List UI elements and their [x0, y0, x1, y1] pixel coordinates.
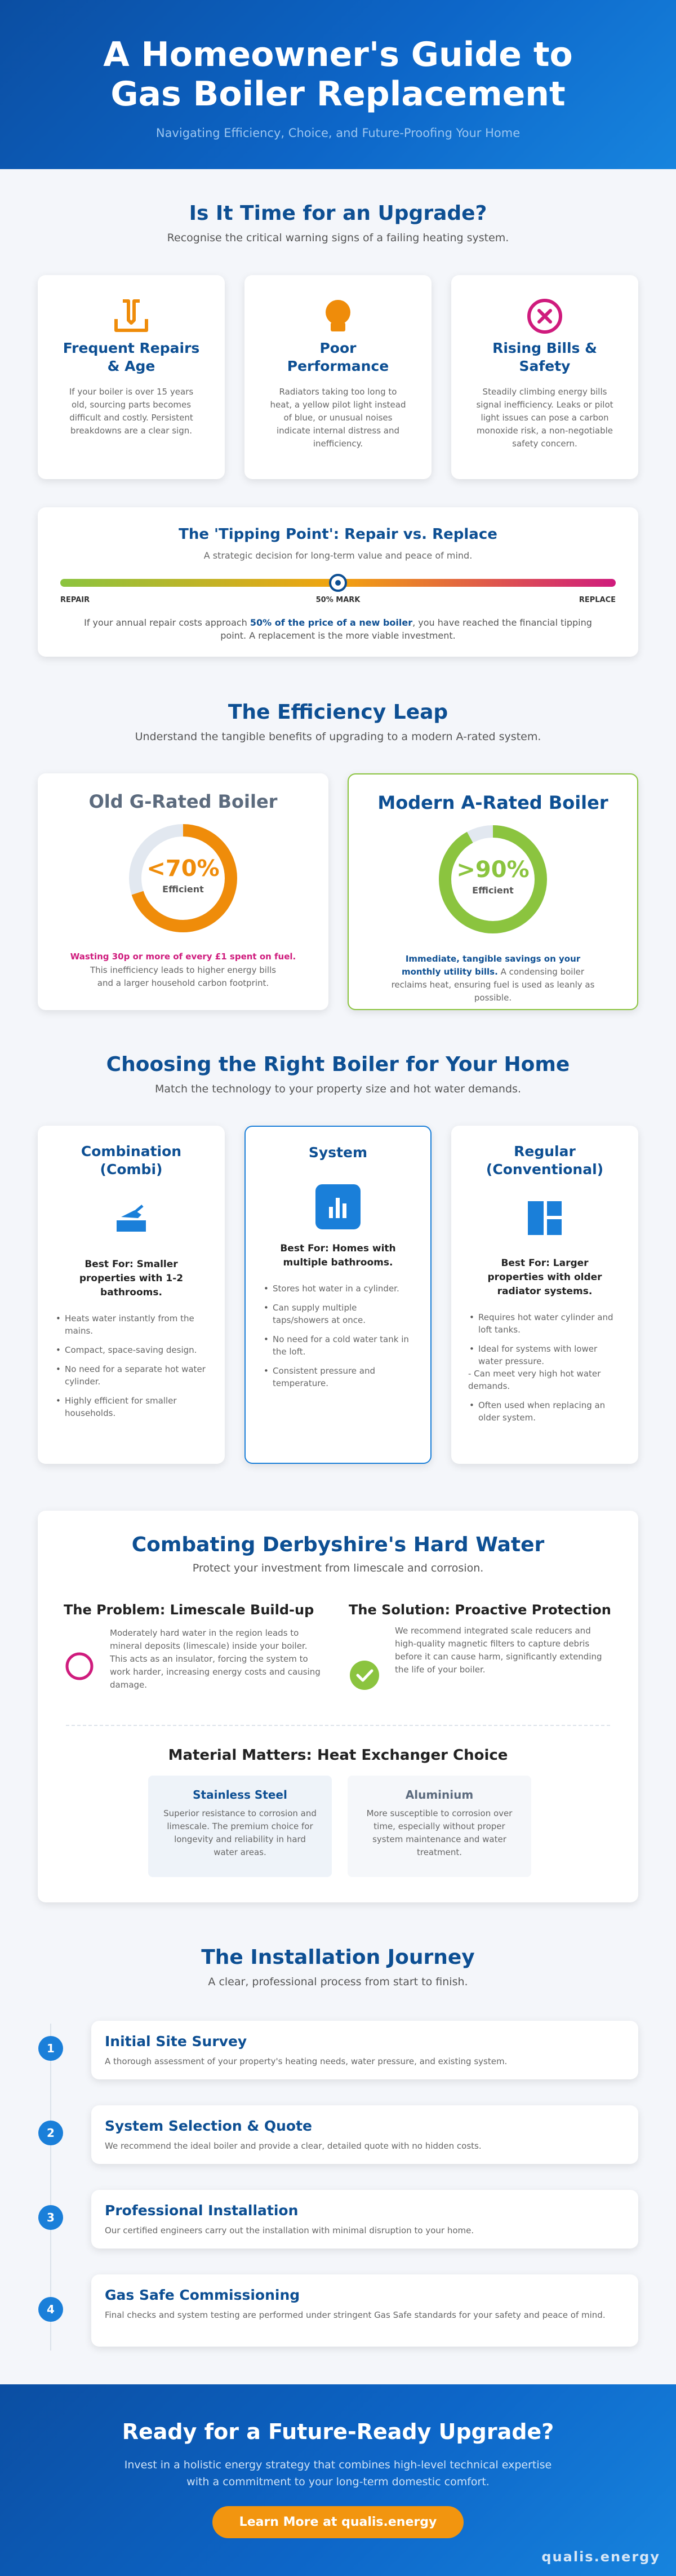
flame-icon [267, 296, 409, 339]
new-boiler-text: Immediate, tangible savings on your monthly utility bills. A condensing boiler reclaims heat, ensuring fuel is used as leanly as possible. [391, 954, 595, 1003]
boiler-best-for: Best For: Homes with multiple bathrooms. [280, 1243, 396, 1268]
footer-cta [0, 2384, 676, 2576]
tipping-mid-label: 50% MARK [315, 596, 361, 604]
boiler-card-system [244, 1126, 432, 1464]
new-efficiency-value: >90% [456, 857, 530, 883]
choose-section-header [0, 1053, 676, 1095]
step-number: 1 [38, 2036, 63, 2061]
card-text: Steadily climbing energy bills signal inefficiency. Leaks or pilot light issues can pose a carbon monoxide risk, a non-negotiable safety concern. [476, 387, 613, 449]
choose-subtitle: Match the technology to your property size and hot water demands. [155, 1083, 521, 1095]
new-efficiency-caption: Efficient [472, 885, 514, 896]
upgrade-subtitle: Recognise the critical warning signs of a failing heating system. [167, 232, 509, 244]
efficiency-subtitle: Understand the tangible benefits of upgrading to a modern A-rated system. [135, 731, 541, 743]
step-text: We recommend the ideal boiler and provide a clear, detailed quote with no hidden costs. [105, 2141, 482, 2151]
boiler-type-title: Regular (Conventional) [486, 1143, 604, 1178]
problem-text: Moderately hard water in the region leads to mineral deposits (limescale) inside your boiler. This acts as an insulator, forcing the system to work harder, increasing energy costs and causing damage. [110, 1628, 321, 1690]
tipping-gradient-bar [60, 579, 616, 587]
material-title: Material Matters: Heat Exchanger Choice [168, 1747, 508, 1764]
aluminium-box [348, 1776, 531, 1877]
alert-circle-icon [64, 1650, 95, 1684]
hardwater-title: Combating Derbyshire's Hard Water [131, 1533, 545, 1556]
steel-title: Stainless Steel [193, 1788, 287, 1802]
card-title: Poor Performance [287, 340, 389, 374]
old-boiler-card [38, 773, 328, 1010]
tipping-title: The 'Tipping Point': Repair vs. Replace [179, 526, 497, 543]
page-title: A Homeowner's Guide to Gas Boiler Replacement [103, 35, 573, 114]
footer-title: Ready for a Future-Ready Upgrade? [122, 2419, 554, 2444]
efficiency-title: The Efficiency Leap [228, 701, 448, 724]
step-text: Our certified engineers carry out the installation with minimal disruption to your home. [105, 2225, 474, 2236]
step-text: A thorough assessment of your property's heating needs, water pressure, and existing system. [105, 2056, 508, 2066]
learn-more-button[interactable]: Learn More at qualis.energy [212, 2506, 464, 2538]
solution-text: We recommend integrated scale reducers and high-quality magnetic filters to capture debris before it can cause harm, significantly extending the life of your boiler. [395, 1626, 602, 1675]
tipping-replace-label: REPLACE [579, 596, 616, 604]
boiler-best-for: Best For: Smaller properties with 1-2 bathrooms. [79, 1259, 184, 1298]
tipping-repair-label: REPAIR [60, 596, 90, 604]
stainless-steel-box [148, 1776, 332, 1877]
alu-title: Aluminium [405, 1788, 474, 1802]
solution-block [349, 1601, 619, 1676]
warning-card-repairs [38, 275, 225, 479]
tipping-note: If your annual repair costs approach 50% of the price of a new boiler, you have reached the financial tipping point. A replacement is the more viable investment. [84, 617, 592, 641]
step-card [91, 2190, 638, 2249]
boiler-feature-list [263, 1282, 413, 1389]
step-title: System Selection & Quote [105, 2118, 312, 2134]
list-item: • Compact, space-saving design. [55, 1344, 208, 1356]
card-text: If your boiler is over 15 years old, sourcing parts becomes difficult and costly. Persistent breakdowns are a clear sign. [69, 387, 194, 436]
boiler-type-title: Combination (Combi) [81, 1143, 182, 1178]
old-boiler-title: Old G-Rated Boiler [88, 791, 278, 812]
choose-title: Choosing the Right Boiler for Your Home [106, 1053, 570, 1076]
wrench-icon [60, 296, 202, 339]
list-item: • Highly efficient for smaller households. [55, 1395, 208, 1419]
upgrade-title: Is It Time for an Upgrade? [189, 202, 487, 225]
list-item: • Often used when replacing an older system. [468, 1399, 621, 1424]
brand-logo: qualis.energy [541, 2549, 660, 2565]
boiler-feature-list [55, 1312, 208, 1419]
list-item: • Heats water instantly from the mains. [55, 1312, 208, 1337]
hardwater-subtitle: Protect your investment from limescale and corrosion. [192, 1562, 484, 1574]
bar-chart-icon [315, 1184, 361, 1229]
page-subtitle: Navigating Efficiency, Choice, and Future-Proofing Your Home [155, 126, 521, 140]
step-number: 4 [38, 2297, 63, 2322]
check-icon [349, 1659, 380, 1693]
boiler-card-combi [38, 1126, 225, 1464]
warning-icon [474, 296, 616, 339]
card-title: Frequent Repairs & Age [63, 340, 200, 374]
step-card [91, 2274, 638, 2347]
old-efficiency-value: <70% [146, 856, 220, 882]
journey-subtitle: A clear, professional process from start to finish. [208, 1976, 468, 1988]
new-boiler-card [348, 773, 638, 1010]
tipping-point-card [38, 507, 638, 657]
step-title: Initial Site Survey [105, 2033, 247, 2050]
step-number: 2 [38, 2121, 63, 2145]
list-item: • Requires hot water cylinder and loft tanks. [468, 1311, 621, 1336]
card-text: Radiators taking too long to heat, a yellow pilot light instead of blue, or unusual noises indicate internal distress and inefficiency. [270, 387, 406, 449]
footer-text: Invest in a holistic energy strategy that combines high-level technical expertise with a commitment to your long-term domestic comfort. [124, 2459, 552, 2488]
list-item: • Ideal for systems with lower water pressure. [468, 1343, 621, 1367]
step-title: Professional Installation [105, 2202, 299, 2219]
alu-text: More susceptible to corrosion over time, especially without proper system maintenance and water treatment. [366, 1808, 513, 1857]
old-efficiency-caption: Efficient [162, 884, 204, 895]
hard-water-card [38, 1511, 638, 1902]
tipping-marker [329, 574, 347, 592]
warning-card-bills [451, 275, 638, 479]
boiler-feature-list [468, 1311, 621, 1367]
boiler-type-title: System [308, 1144, 368, 1161]
step-text: Final checks and system testing are performed under stringent Gas Safe standards for your safety and peace of mind. [105, 2310, 606, 2320]
solution-title: The Solution: Proactive Protection [349, 1602, 611, 1618]
list-item: • Stores hot water in a cylinder. [263, 1282, 413, 1295]
step-title: Gas Safe Commissioning [105, 2287, 300, 2303]
tap-icon [55, 1201, 208, 1237]
list-item: • No need for a cold water tank in the loft. [263, 1333, 413, 1358]
journey-section-header [0, 1946, 676, 1988]
divider [66, 1725, 610, 1726]
boiler-feature-list [468, 1399, 621, 1424]
efficiency-section-header [0, 701, 676, 743]
boiler-best-for: Best For: Larger properties with older radiator systems. [487, 1258, 602, 1297]
new-efficiency-donut [437, 823, 549, 936]
problem-title: The Problem: Limescale Build-up [64, 1602, 314, 1618]
journey-title: The Installation Journey [201, 1946, 475, 1969]
boiler-card-regular [451, 1126, 638, 1464]
old-efficiency-donut [127, 822, 239, 935]
step-card [91, 2021, 638, 2079]
warning-card-performance [244, 275, 432, 479]
list-item: • Consistent pressure and temperature. [263, 1365, 413, 1389]
list-item-dash: - Can meet very high hot water demands. [468, 1369, 601, 1391]
list-item: • Can supply multiple taps/showers at once. [263, 1302, 413, 1326]
old-boiler-highlight: Wasting 30p or more of every £1 spent on fuel. [70, 951, 296, 962]
step-number: 3 [38, 2205, 63, 2230]
old-boiler-text: This inefficiency leads to higher energy bills and a larger household carbon footprint. [90, 965, 277, 988]
list-item: • No need for a separate hot water cylinder. [55, 1363, 208, 1388]
grid-icon [468, 1199, 621, 1237]
card-title: Rising Bills & Safety [492, 340, 597, 374]
step-card [91, 2105, 638, 2164]
hero-banner [0, 0, 676, 169]
tipping-subtitle: A strategic decision for long-term value and peace of mind. [203, 550, 473, 561]
steel-text: Superior resistance to corrosion and limescale. The premium choice for longevity and reliability in hard water areas. [163, 1808, 317, 1857]
problem-block [64, 1601, 334, 1692]
upgrade-section-header [0, 202, 676, 244]
new-boiler-title: Modern A-Rated Boiler [377, 792, 608, 813]
